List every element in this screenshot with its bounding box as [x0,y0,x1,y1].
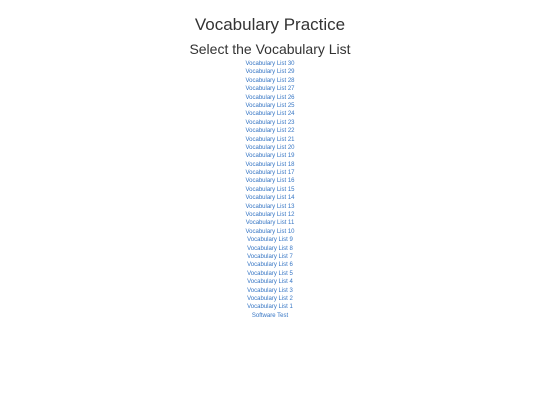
vocabulary-list-link[interactable]: Vocabulary List 12 [245,212,295,219]
list-item [0,194,540,202]
list-item [0,60,540,68]
list-item [0,94,540,102]
vocabulary-list-link[interactable]: Vocabulary List 3 [247,287,293,294]
vocabulary-list-link[interactable]: Vocabulary List 25 [245,102,295,109]
vocabulary-list-link[interactable]: Vocabulary List 9 [247,237,293,244]
vocabulary-list-link[interactable]: Vocabulary List 29 [245,69,295,76]
list-item [0,295,540,303]
page-title: Vocabulary Practice [194,15,346,34]
list-item [0,261,540,269]
list-item [0,119,540,127]
list-item [0,102,540,110]
list-item [0,169,540,177]
list-item [0,152,540,160]
vocabulary-list-link[interactable]: Vocabulary List 30 [245,61,295,67]
list-item [0,278,540,286]
list-item [0,228,540,236]
list-item [0,211,540,219]
list-item [0,77,540,85]
list-item [0,270,540,278]
list-item [0,177,540,185]
list-item [0,253,540,261]
list-item [0,303,540,311]
list-item [0,203,540,211]
vocabulary-list-link[interactable]: Vocabulary List 4 [247,279,293,286]
list-item [0,245,540,253]
vocabulary-list [0,60,540,320]
list-item [0,287,540,295]
vocabulary-list-link[interactable]: Vocabulary List 2 [247,295,293,302]
vocabulary-list-link[interactable]: Software Test [251,312,289,319]
vocabulary-list-link[interactable]: Vocabulary List 28 [245,77,295,84]
list-item [0,186,540,194]
vocabulary-list-link[interactable]: Vocabulary List 5 [247,270,293,277]
vocabulary-list-link[interactable]: Vocabulary List 27 [245,86,295,93]
list-item [0,85,540,93]
vocabulary-list-link[interactable]: Vocabulary List 7 [247,253,293,260]
vocabulary-list-link[interactable]: Vocabulary List 10 [245,228,295,235]
vocabulary-list-link[interactable]: Vocabulary List 24 [245,111,295,118]
vocabulary-list-link[interactable]: Vocabulary List 18 [245,161,295,168]
vocabulary-list-link[interactable]: Vocabulary List 6 [247,262,293,269]
list-item [0,219,540,227]
vocabulary-list-link[interactable]: Vocabulary List 21 [245,136,295,143]
list-item [0,127,540,135]
vocabulary-list-link[interactable]: Vocabulary List 14 [245,195,295,202]
vocabulary-list-link[interactable]: Vocabulary List 15 [245,186,295,193]
vocabulary-list-link[interactable]: Vocabulary List 20 [245,144,295,151]
vocabulary-list-link[interactable]: Vocabulary List 26 [245,94,295,101]
list-item [0,136,540,144]
vocabulary-list-link[interactable]: Vocabulary List 23 [245,119,295,126]
vocabulary-list-link[interactable]: Vocabulary List 1 [247,304,293,311]
vocabulary-list-link[interactable]: Vocabulary List 19 [245,153,295,160]
list-item [0,110,540,118]
list-item [0,161,540,169]
vocabulary-list-link[interactable]: Vocabulary List 16 [245,178,295,185]
list-item [0,144,540,152]
list-item [0,236,540,244]
vocabulary-list-link[interactable]: Vocabulary List 13 [245,203,295,210]
page-subtitle: Select the Vocabulary List [189,41,351,57]
vocabulary-list-link[interactable]: Vocabulary List 11 [245,220,295,227]
vocabulary-list-link[interactable]: Vocabulary List 17 [245,170,295,177]
vocabulary-list-link[interactable]: Vocabulary List 8 [247,245,293,252]
vocabulary-list-link[interactable]: Vocabulary List 22 [245,128,295,135]
list-item [0,68,540,76]
list-item [0,312,540,320]
